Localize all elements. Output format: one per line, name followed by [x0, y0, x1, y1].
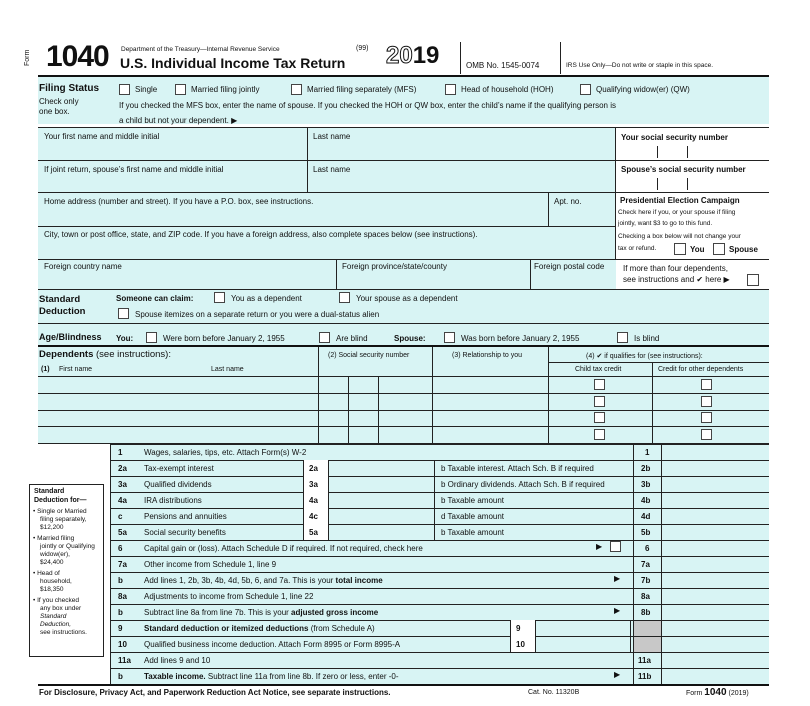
- dependents-heading-bold: Dependents: [39, 349, 94, 360]
- line-b-description: b Taxable interest. Attach Sch. B if required: [441, 464, 594, 473]
- first-name-input[interactable]: [40, 142, 306, 157]
- line-description-text: Tax-exempt interest: [144, 464, 214, 473]
- checkbox-spouse-blind[interactable]: [617, 332, 628, 343]
- line-description: [144, 656, 210, 665]
- form-title: U.S. Individual Income Tax Return: [120, 55, 346, 71]
- checkbox-married-separately[interactable]: [291, 84, 302, 95]
- sidebar-item-line: • If you checked: [33, 597, 79, 604]
- line-description-text: Add lines 9 and 10: [144, 656, 211, 665]
- line-description-text: Qualified business income deduction. Attach Form 8995 or Form 8995-A: [144, 640, 401, 649]
- checkbox-married-jointly[interactable]: [175, 84, 186, 95]
- checkbox-child-credit-4[interactable]: [594, 429, 605, 440]
- line-mid-label: 4a: [309, 496, 318, 505]
- sidebar-item-line: any box under: [40, 605, 82, 612]
- foreign-country-label: Foreign country name: [44, 262, 122, 271]
- first-name-label: Your first name and middle initial: [44, 132, 160, 141]
- department: Department of the Treasury—Internal Revenue Service: [121, 46, 280, 53]
- footer-form-word: Form: [686, 690, 703, 697]
- checkbox-head-household[interactable]: [445, 84, 456, 95]
- campaign-line-3: Checking a box below will not change your: [618, 233, 741, 240]
- checkbox-spouse-born-before[interactable]: [444, 332, 455, 343]
- sidebar-item-line: $18,350: [40, 586, 64, 593]
- city-input[interactable]: [40, 241, 614, 257]
- checkbox-spouse-dependent[interactable]: [339, 292, 350, 303]
- foreign-province-label: Foreign province/state/county: [342, 262, 447, 271]
- foreign-postal-label: Foreign postal code: [534, 262, 605, 271]
- line-amount-input[interactable]: [663, 493, 767, 508]
- campaign-spouse: Spouse: [729, 245, 758, 254]
- line-mid-input[interactable]: [330, 509, 435, 524]
- line-description-text: Wages, salaries, tips, etc. Attach Form(s) W-2: [144, 448, 307, 457]
- sidebar-title-1: Standard: [34, 488, 65, 495]
- option-married-jointly: Married filing jointly: [191, 85, 260, 94]
- line8b-arrow-icon: ▶: [614, 606, 621, 615]
- line-description-bold: total income: [335, 576, 383, 585]
- line-mid-label: 3a: [309, 480, 318, 489]
- sidebar-item-line: • Head of: [33, 570, 60, 577]
- line-description: [144, 544, 423, 553]
- checkbox-you-born-before[interactable]: [146, 332, 157, 343]
- dep-col4-qualifies: (4) ✔ if qualifies for (see instructions):: [586, 353, 703, 360]
- line-number: c: [118, 512, 123, 521]
- foreign-postal-input[interactable]: [532, 273, 614, 288]
- you-born-before-label: Were born before January 2, 1955: [163, 334, 285, 343]
- dep-col2-ssn: (2) Social security number: [328, 352, 410, 359]
- year-bold: 19: [412, 42, 440, 69]
- checkbox-you-dependent[interactable]: [214, 292, 225, 303]
- line-number: b: [118, 672, 123, 681]
- last-name-label: Last name: [313, 132, 351, 141]
- line-description-text: Pensions and annuities: [144, 512, 227, 521]
- checkbox-campaign-you[interactable]: [674, 243, 686, 255]
- line6-arrow-icon: ▶: [596, 542, 603, 551]
- spouse-first-name-label: If joint return, spouse’s first name and middle initial: [44, 165, 224, 174]
- line-right-label: 1: [645, 448, 650, 457]
- spouse-ssn-label: Spouse’s social security number: [621, 165, 746, 174]
- line-right-label: 3b: [641, 480, 651, 489]
- dep-col1-last-name: Last name: [211, 366, 244, 373]
- line-description-text: Other income from Schedule 1, line 9: [144, 560, 277, 569]
- checkbox-you-blind[interactable]: [319, 332, 330, 343]
- line-number: 5a: [118, 528, 127, 537]
- sidebar-item-line: $24,400: [40, 559, 64, 566]
- checkbox-child-credit-1[interactable]: [594, 379, 605, 390]
- line-mid-label: 10: [516, 640, 525, 649]
- sidebar-item-line: Standard: [40, 613, 67, 620]
- line-number: 11a: [118, 656, 131, 665]
- age-blindness-heading: Age/Blindness: [39, 332, 102, 342]
- line-amount-input[interactable]: [663, 509, 767, 524]
- line-b-description: d Taxable amount: [441, 512, 505, 521]
- line-description-text: Adjustments to income from Schedule 1, line 22: [144, 592, 314, 601]
- line-number: 10: [118, 640, 127, 649]
- line-description-text: Qualified dividends: [144, 480, 212, 489]
- line-number: 6: [118, 544, 123, 553]
- spouse-dependent-label: Your spouse as a dependent: [356, 294, 458, 303]
- line-right-label: 8b: [641, 608, 651, 617]
- tax-year: [386, 42, 439, 70]
- campaign-you: You: [690, 245, 705, 254]
- sidebar-item-line: household,: [40, 578, 72, 585]
- line-number: 8a: [118, 592, 127, 601]
- option-married-separately: Married filing separately (MFS): [307, 85, 417, 94]
- line-description: [144, 576, 383, 585]
- line-description: [144, 480, 212, 489]
- line-number: 1: [118, 448, 123, 457]
- line-right-label: 11b: [638, 672, 652, 681]
- line-description: [144, 624, 375, 633]
- line-description: [144, 560, 276, 569]
- dep-col4b-other-credit: Credit for other dependents: [658, 366, 744, 373]
- line11b-arrow-icon: ▶: [614, 670, 621, 679]
- line-description: [144, 592, 313, 601]
- spouse-born-before-label: Was born before January 2, 1955: [461, 334, 580, 343]
- campaign-line-2: jointly, want $3 to go to this fund.: [618, 220, 713, 227]
- line-amount-input[interactable]: [663, 525, 767, 540]
- line-amount-input[interactable]: [663, 605, 767, 620]
- line-mid-label: 2a: [309, 464, 318, 473]
- line-description-bold: Taxable income.: [144, 672, 206, 681]
- option-head-household: Head of household (HOH): [461, 85, 554, 94]
- checkbox-other-credit-4[interactable]: [701, 429, 712, 440]
- checkbox-single[interactable]: [119, 84, 130, 95]
- standard-deduction-heading-2: Deduction: [39, 306, 86, 317]
- sidebar-item-line: filing separately,: [40, 516, 87, 523]
- disclosure-notice: For Disclosure, Privacy Act, and Paperwork Reduction Act Notice, see separate instructions.: [39, 688, 391, 697]
- line-number: b: [118, 608, 123, 617]
- sidebar-title-2: Deduction for—: [34, 497, 87, 504]
- someone-can-claim: Someone can claim:: [116, 294, 194, 303]
- apt-label: Apt. no.: [554, 197, 582, 206]
- form-code: (99): [356, 45, 369, 52]
- line-amount-input[interactable]: [663, 669, 767, 684]
- line-description-text: Social security benefits: [144, 528, 226, 537]
- home-address-input[interactable]: [40, 208, 546, 224]
- line-mid-input[interactable]: [537, 621, 631, 636]
- line-b-description: b Taxable amount: [441, 528, 505, 537]
- line-mid-label: 4c: [309, 512, 318, 521]
- sidebar-item-line: $12,200: [40, 524, 64, 531]
- checkbox-other-credit-2[interactable]: [701, 396, 712, 407]
- line-right-label: 11a: [638, 656, 651, 665]
- checkbox-child-credit-3[interactable]: [594, 412, 605, 423]
- line-number: b: [118, 576, 123, 585]
- line-mid-input[interactable]: [330, 477, 435, 492]
- line-description: [144, 672, 398, 681]
- form-side-label: Form: [24, 49, 31, 66]
- sidebar-item-line: • Married filing: [33, 535, 75, 542]
- line-amount-input[interactable]: [663, 653, 767, 668]
- line7b-arrow-icon: ▶: [614, 574, 621, 583]
- year-outline: 20: [386, 42, 413, 69]
- line-right-label: 8a: [641, 592, 650, 601]
- line-right-label: 4d: [641, 512, 651, 521]
- you-blind-label: Are blind: [336, 334, 368, 343]
- line-amount-input[interactable]: [663, 589, 767, 604]
- checkbox-other-credit-3[interactable]: [701, 412, 712, 423]
- option-single: Single: [135, 85, 158, 94]
- line-amount-input[interactable]: [663, 461, 767, 476]
- you-dependent-label: You as a dependent: [231, 294, 302, 303]
- campaign-line-1: Check here if you, or your spouse if filing: [618, 209, 736, 216]
- line-description: [144, 448, 306, 457]
- age-spouse-label: Spouse:: [394, 334, 426, 343]
- foreign-province-input[interactable]: [338, 273, 528, 288]
- dependent-row-2[interactable]: [40, 394, 548, 409]
- form-number: 1040: [46, 40, 109, 73]
- line-b-description: b Taxable amount: [441, 496, 505, 505]
- spouse-first-name-input[interactable]: [40, 175, 306, 190]
- dependents-more-line-1: If more than four dependents,: [623, 264, 728, 273]
- city-label: City, town or post office, state, and ZIP code. If you have a foreign address, also complete spaces below (see instructions).: [44, 230, 478, 239]
- line-description-text: Subtract line 11a from line 8b. If zero or less, enter -0-: [205, 672, 399, 681]
- standard-deduction-heading-1: Standard: [39, 294, 81, 305]
- line-number: 9: [118, 624, 123, 633]
- line-b-description: b Ordinary dividends. Attach Sch. B if required: [441, 480, 605, 489]
- line-number: 4a: [118, 496, 127, 505]
- dep-col4a-child-credit: Child tax credit: [575, 366, 622, 373]
- campaign-title: Presidential Election Campaign: [620, 196, 740, 205]
- dep-col1-first-name: First name: [59, 366, 93, 373]
- line-mid-input[interactable]: [537, 637, 631, 652]
- line-amount-input[interactable]: [663, 477, 767, 492]
- filing-status-note-2: one box.: [39, 107, 70, 116]
- checkbox-qualifying-widow[interactable]: [580, 84, 591, 95]
- dependents-more-line-2: see instructions and ✔ here ▶: [623, 275, 730, 284]
- dependents-heading: [39, 349, 171, 360]
- line-description: [144, 464, 214, 473]
- filing-status-note-1: Check only: [39, 97, 79, 106]
- spouse-itemizes-label: Spouse itemizes on a separate return or you were a dual-status alien: [135, 310, 380, 319]
- checkbox-other-credit-1[interactable]: [701, 379, 712, 390]
- option-qualifying-widow: Qualifying widow(er) (QW): [596, 85, 690, 94]
- line-description-bold: Standard deduction or itemized deductions: [144, 624, 309, 633]
- dependents-heading-note: (see instructions):: [96, 349, 171, 360]
- line-right-label: 6: [645, 544, 650, 553]
- line-description-bold: adjusted gross income: [291, 608, 379, 617]
- mfs-note-1: If you checked the MFS box, enter the name of spouse. If you checked the HOH or QW box, enter the child’s name if the qualifying person is: [119, 101, 616, 110]
- dep-col1-num: (1): [41, 366, 50, 373]
- apt-input[interactable]: [550, 208, 614, 224]
- footer-form-num: 1040: [704, 687, 727, 698]
- line-mid-label: 9: [516, 624, 521, 633]
- line-right-label: 7b: [641, 576, 651, 585]
- line-amount-input[interactable]: [663, 557, 767, 572]
- line-right-label: 5b: [641, 528, 651, 537]
- ssn-input[interactable]: [617, 144, 769, 159]
- footer-form-year: (2019): [728, 690, 749, 697]
- sidebar-item-line: see instructions.: [40, 629, 87, 636]
- dependent-row-4[interactable]: [40, 427, 548, 442]
- line-mid-input[interactable]: [330, 461, 435, 476]
- line-amount-input[interactable]: [663, 445, 767, 460]
- line-description-text: Add lines 1, 2b, 3b, 4b, 4d, 5b, 6, and 7a. This is your: [144, 576, 336, 585]
- line-number: 3a: [118, 480, 127, 489]
- foreign-country-input[interactable]: [40, 273, 334, 288]
- line-number: 7a: [118, 560, 127, 569]
- irs-use-only: IRS Use Only—Do not write or staple in this space.: [566, 62, 714, 69]
- spouse-last-name-input[interactable]: [309, 175, 614, 190]
- checkbox-more-dependents[interactable]: [747, 274, 759, 286]
- line-description: [144, 512, 227, 521]
- line-description-text: Capital gain or (loss). Attach Schedule D if required. If not required, check here: [144, 544, 423, 553]
- campaign-line-4: tax or refund.: [618, 245, 657, 252]
- line-right-label: 4b: [641, 496, 651, 505]
- line-description: [144, 496, 202, 505]
- filing-status-heading: Filing Status: [39, 83, 99, 94]
- checkbox-campaign-spouse[interactable]: [713, 243, 725, 255]
- sidebar-item-line: jointly or Qualifying: [40, 543, 95, 550]
- line-amount-input[interactable]: [663, 541, 767, 556]
- sidebar-item-line: widow(er),: [40, 551, 70, 558]
- footer-form-label: [686, 687, 749, 698]
- spouse-blind-label: Is blind: [634, 334, 660, 343]
- line-number: 2a: [118, 464, 127, 473]
- dep-col3-relationship: (3) Relationship to you: [452, 352, 523, 359]
- line-mid-input[interactable]: [330, 493, 435, 508]
- line-amount-input[interactable]: [663, 573, 767, 588]
- last-name-input[interactable]: [309, 142, 614, 157]
- line-description: [144, 528, 226, 537]
- dependent-row-1[interactable]: [40, 377, 548, 392]
- checkbox-spouse-itemizes[interactable]: [118, 308, 129, 319]
- sidebar-item-line: Deduction,: [40, 621, 72, 628]
- ssn-label: Your social security number: [621, 133, 728, 142]
- line-mid-label: 5a: [309, 528, 318, 537]
- line-description-text: Subtract line 8a from line 7b. This is your: [144, 608, 292, 617]
- checkbox-child-credit-2[interactable]: [594, 396, 605, 407]
- omb-number: OMB No. 1545-0074: [466, 61, 540, 70]
- line-mid-input[interactable]: [330, 525, 435, 540]
- line-description: [144, 608, 378, 617]
- line-right-label: 7a: [641, 560, 650, 569]
- line-description: [144, 640, 400, 649]
- line-mid-box: [510, 620, 536, 636]
- checkbox-line6[interactable]: [610, 541, 621, 552]
- catalog-number: Cat. No. 11320B: [528, 689, 580, 696]
- dependent-row-3[interactable]: [40, 411, 548, 426]
- line-description-text: (from Schedule A): [308, 624, 375, 633]
- home-address-label: Home address (number and street). If you have a P.O. box, see instructions.: [44, 197, 314, 206]
- mfs-note-2: a child but not your dependent. ▶: [119, 116, 238, 125]
- spouse-ssn-input[interactable]: [617, 176, 769, 191]
- line-description-text: IRA distributions: [144, 496, 202, 505]
- age-you-label: You:: [116, 334, 134, 343]
- spouse-last-name-label: Last name: [313, 165, 351, 174]
- sidebar-item-line: • Single or Married: [33, 508, 87, 515]
- line-right-label: 2b: [641, 464, 651, 473]
